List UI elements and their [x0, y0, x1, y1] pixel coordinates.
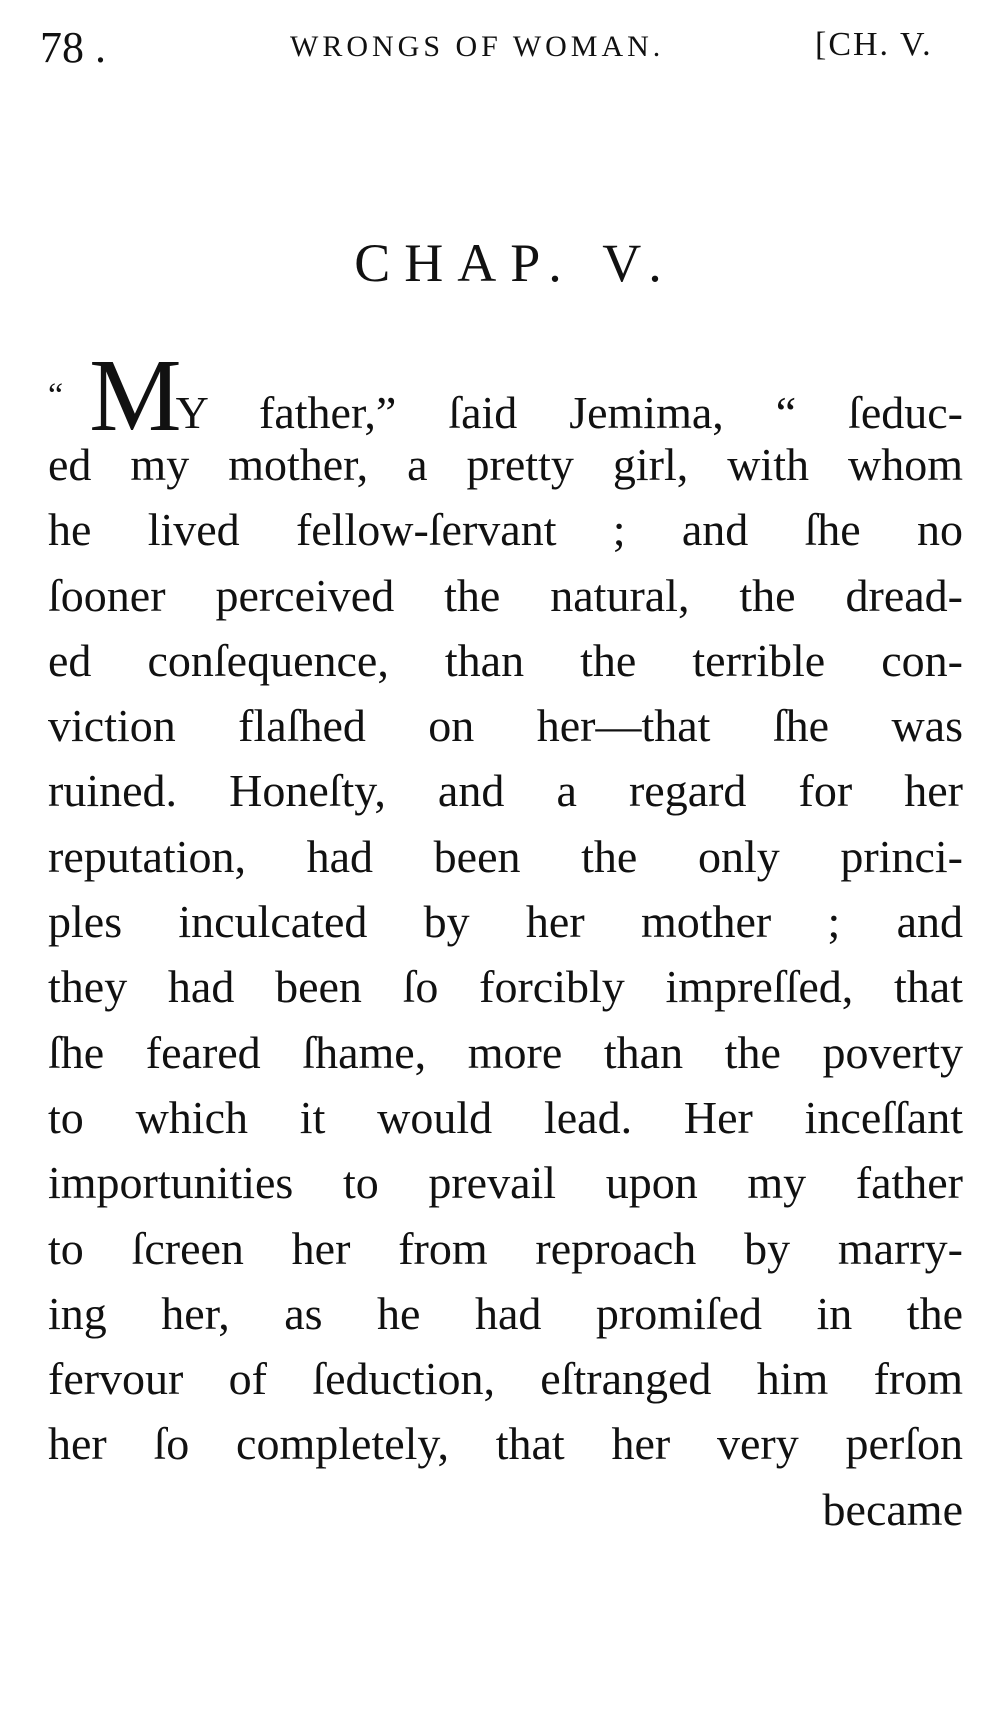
text-line: her ſo completely, that her very perſon — [48, 1418, 963, 1470]
text-line: reputation, had been the only princi- — [48, 830, 963, 882]
text-line: viction flaſhed on her—that ſhe was — [48, 700, 963, 752]
text-line: fervour of ſeduction, eſtranged him from — [48, 1353, 963, 1405]
text-line: to which it would lead. Her inceſſant — [48, 1091, 963, 1143]
text-line: ruined. Honeſty, and a regard for her — [48, 765, 963, 817]
text-line: ples inculcated by her mother ; and — [48, 896, 963, 948]
text-line: ed my mother, a pretty girl, with whom — [48, 439, 963, 490]
text-line: ed conſequence, than the terrible con- — [48, 634, 963, 686]
drop-cap: M — [89, 338, 182, 453]
catchword: became — [822, 1483, 963, 1535]
text-line: importunities to prevail upon my father — [48, 1157, 963, 1209]
chapter-reference: [CH. V. — [815, 26, 933, 63]
text-line: they had been ſo forcibly impreſſed, that — [48, 961, 963, 1013]
text-line: ing her, as he had promiſed in the — [48, 1287, 963, 1339]
text-line: ſooner perceived the natural, the dread- — [48, 569, 963, 621]
text-line: to ſcreen her from reproach by marry- — [48, 1222, 963, 1274]
running-title: WRONGS OF WOMAN. — [290, 30, 665, 63]
chapter-heading: CHAP. V. — [354, 233, 676, 293]
running-header — [40, 22, 960, 82]
text-line: he lived fellow-ſervant ; and ſhe no — [48, 504, 963, 556]
body-text — [48, 338, 963, 1542]
text-line-content: Y father,” ſaid Jemima, “ ſeduc- — [175, 387, 963, 438]
page-number: 78 . — [40, 23, 106, 72]
text-line: ſhe feared ſhame, more than the poverty — [48, 1026, 963, 1078]
opening-quote: “ — [48, 377, 64, 414]
text-line — [48, 338, 963, 453]
